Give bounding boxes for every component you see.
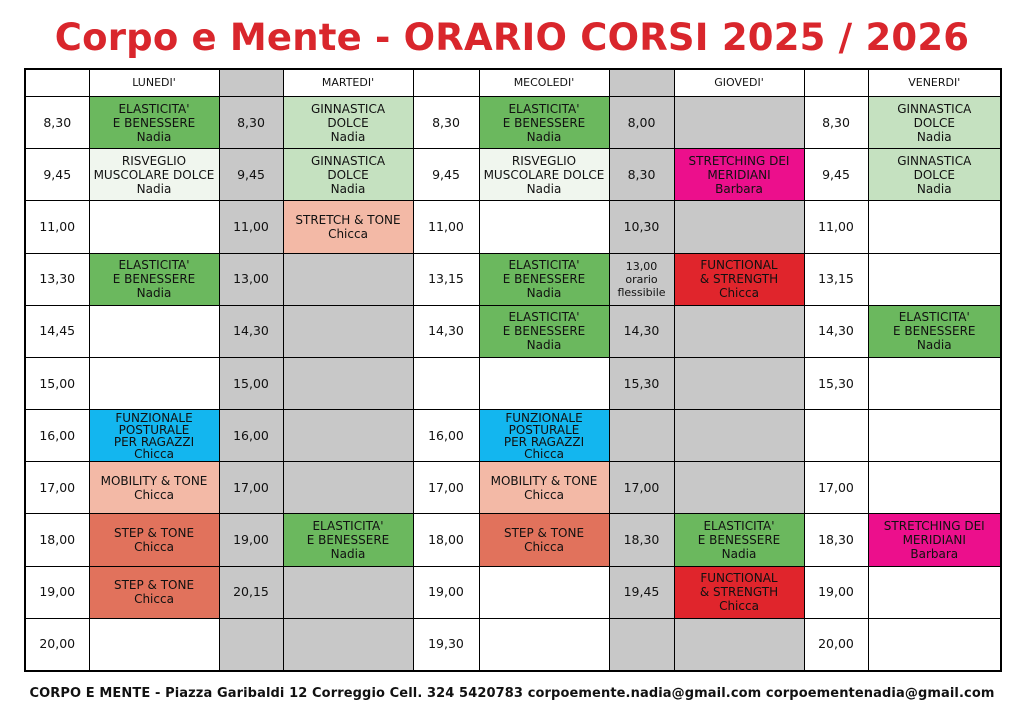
time-label: 15,30 — [623, 375, 660, 391]
class-title: STEP & TONE — [113, 578, 195, 593]
time-cell — [219, 253, 283, 305]
footer-contact: CORPO E MENTE - Piazza Garibaldi 12 Correggio Cell. 324 5420783 corpoemente.nadia@gmail.com corpoementenadia@gmail.com — [29, 686, 995, 701]
class-title: ELASTICITA' — [118, 101, 190, 116]
time-label: 8,30 — [627, 166, 656, 182]
time-cell — [413, 566, 479, 618]
class-title: PER RAGAZZI — [113, 434, 195, 449]
time-cell — [413, 201, 479, 253]
instructor-name: Chicca — [328, 227, 368, 241]
time-label: 9,45 — [822, 166, 850, 182]
class-title: ELASTICITA' — [703, 519, 775, 534]
class-cell — [674, 253, 804, 305]
class-cell — [89, 149, 219, 201]
time-label: 11,00 — [428, 219, 464, 234]
class-cell — [89, 618, 219, 671]
class-title: MUSCOLARE DOLCE — [483, 167, 605, 182]
class-cell — [674, 618, 804, 671]
class-cell — [868, 462, 1001, 514]
time-header-cell — [804, 69, 868, 97]
class-cell — [89, 357, 219, 409]
class-title: ELASTICITA' — [312, 519, 384, 534]
time-label: 17,00 — [818, 479, 854, 495]
instructor-name: Nadia — [916, 338, 952, 353]
time-cell — [804, 149, 868, 201]
time-cell — [413, 410, 479, 462]
time-label: 20,00 — [818, 636, 854, 652]
time-label: 15,30 — [818, 375, 854, 391]
class-cell — [479, 514, 609, 566]
time-label: 8,30 — [43, 114, 72, 130]
class-title: POSTURALE — [508, 422, 580, 437]
class-title: E BENESSERE — [502, 115, 586, 130]
class-cell — [479, 566, 609, 618]
time-label: 16,00 — [428, 427, 464, 443]
time-label: 14,30 — [428, 323, 464, 339]
instructor-name: Chicca — [524, 446, 564, 461]
class-cell — [674, 514, 804, 566]
time-cell — [25, 410, 89, 462]
class-cell — [283, 253, 413, 305]
time-cell — [804, 514, 868, 566]
class-cell — [283, 201, 413, 253]
time-label: 9,45 — [237, 166, 265, 182]
time-label: 15,00 — [233, 375, 269, 391]
class-cell — [479, 201, 609, 253]
time-cell — [804, 253, 868, 305]
time-cell — [609, 618, 674, 671]
class-title: STRETCH & TONE — [295, 213, 401, 227]
class-cell — [674, 566, 804, 618]
class-title: ELASTICITA' — [898, 310, 970, 325]
time-header-cell — [25, 69, 89, 97]
class-title: GINNASTICA — [310, 101, 386, 116]
time-label: 18,00 — [428, 532, 464, 548]
time-label: 14,30 — [233, 323, 269, 339]
time-label: 20,15 — [233, 584, 269, 600]
class-title: E BENESSERE — [306, 533, 390, 548]
class-title: FUNZIONALE — [505, 410, 583, 425]
time-cell — [804, 618, 868, 671]
time-label: 13,15 — [818, 271, 854, 287]
time-label: 15,00 — [39, 375, 76, 391]
class-cell — [89, 410, 219, 462]
class-title: DOLCE — [913, 115, 955, 130]
time-label: 11,00 — [818, 219, 854, 234]
time-label: 16,00 — [233, 427, 269, 443]
instructor-name: Nadia — [526, 181, 562, 196]
class-title: MERIDIANI — [707, 167, 771, 182]
time-label: 13,00 — [625, 259, 658, 273]
time-label: 17,00 — [39, 479, 76, 495]
instructor-name: Chicca — [524, 487, 564, 502]
class-cell — [479, 462, 609, 514]
class-title: ELASTICITA' — [118, 258, 190, 273]
time-cell — [219, 514, 283, 566]
time-cell — [609, 149, 674, 201]
instructor-name: Chicca — [134, 446, 174, 461]
time-cell — [609, 305, 674, 357]
time-label: 8,00 — [627, 114, 656, 130]
class-cell — [479, 618, 609, 671]
schedule-row — [25, 514, 1001, 566]
instructor-name: Chicca — [134, 592, 174, 607]
time-header-cell — [219, 69, 283, 97]
class-title: E BENESSERE — [502, 272, 586, 287]
time-cell — [413, 357, 479, 409]
schedule-row — [25, 357, 1001, 409]
schedule-row — [25, 253, 1001, 305]
time-cell — [609, 566, 674, 618]
class-title: ELASTICITA' — [508, 258, 580, 273]
time-cell — [413, 149, 479, 201]
time-label: 11,00 — [233, 219, 269, 234]
time-cell — [413, 253, 479, 305]
time-cell — [219, 149, 283, 201]
class-title: DOLCE — [327, 115, 369, 130]
instructor-name: Nadia — [526, 338, 562, 353]
instructor-name: Chicca — [134, 487, 174, 502]
class-title: & STRENGTH — [699, 585, 779, 600]
time-cell — [413, 305, 479, 357]
class-cell — [283, 97, 413, 149]
time-cell — [219, 97, 283, 149]
instructor-name: Nadia — [526, 129, 562, 144]
time-cell — [25, 566, 89, 618]
time-label: 8,30 — [822, 114, 850, 130]
time-cell — [804, 201, 868, 253]
class-title: ELASTICITA' — [508, 310, 580, 325]
class-cell — [89, 566, 219, 618]
time-cell — [609, 462, 674, 514]
class-title: FUNCTIONAL — [700, 258, 778, 273]
schedule-row — [25, 410, 1001, 462]
class-cell — [89, 514, 219, 566]
time-label: 18,30 — [818, 532, 854, 548]
time-label: 20,00 — [39, 636, 76, 652]
class-cell — [89, 462, 219, 514]
time-cell — [219, 410, 283, 462]
instructor-name: Nadia — [330, 129, 366, 144]
time-cell — [219, 201, 283, 253]
class-cell — [479, 149, 609, 201]
class-cell — [868, 410, 1001, 462]
class-cell — [868, 149, 1001, 201]
class-cell — [283, 462, 413, 514]
class-title: PER RAGAZZI — [503, 434, 585, 449]
class-title: MOBILITY & TONE — [490, 473, 598, 488]
time-label: 19,45 — [623, 584, 660, 600]
time-cell — [219, 566, 283, 618]
class-title: GINNASTICA — [897, 153, 972, 168]
schedule-row — [25, 462, 1001, 514]
time-cell — [609, 201, 674, 253]
time-cell — [413, 97, 479, 149]
class-cell — [479, 305, 609, 357]
class-title: RISVEGLIO — [511, 153, 577, 168]
time-cell — [25, 305, 89, 357]
time-label: 13,15 — [428, 271, 464, 287]
instructor-name: Nadia — [136, 181, 172, 196]
class-cell — [868, 357, 1001, 409]
time-cell — [804, 462, 868, 514]
class-title: DOLCE — [913, 167, 955, 182]
time-label: 8,30 — [237, 114, 265, 130]
instructor-name: Nadia — [330, 181, 366, 196]
class-cell — [674, 462, 804, 514]
time-cell — [25, 357, 89, 409]
class-cell — [89, 253, 219, 305]
time-label: 17,00 — [623, 479, 660, 495]
time-label: 10,30 — [623, 219, 660, 234]
class-title: STEP & TONE — [113, 526, 195, 541]
time-cell — [804, 357, 868, 409]
time-cell — [219, 357, 283, 409]
instructor-name: Chicca — [524, 540, 564, 555]
schedule-row — [25, 149, 1001, 201]
time-cell — [413, 462, 479, 514]
instructor-name: Nadia — [721, 547, 757, 562]
time-cell — [804, 305, 868, 357]
schedule-table — [24, 68, 1002, 672]
day-header: MECOLEDI' — [479, 69, 609, 97]
header-row — [25, 69, 1001, 97]
time-header-cell — [413, 69, 479, 97]
class-title: STEP & TONE — [503, 526, 585, 541]
instructor-name: Nadia — [916, 181, 952, 196]
time-cell — [25, 97, 89, 149]
time-label: 18,30 — [623, 532, 660, 548]
class-cell — [479, 357, 609, 409]
class-title: DOLCE — [327, 167, 369, 182]
class-cell — [283, 149, 413, 201]
time-label: 11,00 — [39, 219, 76, 234]
class-title: POSTURALE — [118, 422, 190, 437]
class-cell — [868, 253, 1001, 305]
class-cell — [283, 514, 413, 566]
class-cell — [89, 201, 219, 253]
time-label: 9,45 — [432, 166, 460, 182]
time-cell — [609, 97, 674, 149]
class-title: E BENESSERE — [697, 533, 781, 548]
time-cell — [219, 462, 283, 514]
class-cell — [868, 97, 1001, 149]
class-title: RISVEGLIO — [121, 153, 187, 168]
class-cell — [89, 305, 219, 357]
schedule-row — [25, 566, 1001, 618]
time-label: 13,00 — [233, 271, 269, 287]
day-header: VENERDI' — [868, 69, 1001, 97]
time-cell — [609, 514, 674, 566]
schedule-row — [25, 201, 1001, 253]
class-cell — [868, 305, 1001, 357]
class-cell — [479, 253, 609, 305]
instructor-name: Chicca — [719, 599, 759, 614]
instructor-name: Nadia — [526, 286, 562, 301]
time-cell — [609, 253, 674, 305]
time-cell — [219, 618, 283, 671]
instructor-name: Barbara — [715, 181, 763, 196]
time-cell — [25, 149, 89, 201]
class-cell — [674, 410, 804, 462]
page-title: Corpo e Mente - ORARIO CORSI 2025 / 2026 — [54, 16, 970, 59]
schedule-body — [25, 69, 1001, 671]
instructor-name: Nadia — [136, 129, 172, 144]
class-title: MERIDIANI — [902, 533, 966, 548]
class-cell — [283, 305, 413, 357]
class-cell — [674, 201, 804, 253]
schedule-row — [25, 305, 1001, 357]
class-cell — [283, 410, 413, 462]
time-label: 19,00 — [818, 584, 854, 600]
class-cell — [283, 618, 413, 671]
time-label: 19,00 — [233, 532, 269, 548]
time-label: 18,00 — [39, 532, 76, 548]
class-title: STRETCHING DEI — [883, 519, 985, 534]
class-title: MUSCOLARE DOLCE — [93, 167, 215, 182]
class-title: MOBILITY & TONE — [100, 473, 208, 488]
class-cell — [674, 97, 804, 149]
class-cell — [479, 97, 609, 149]
class-title: E BENESSERE — [112, 115, 196, 130]
time-cell — [609, 357, 674, 409]
class-cell — [283, 566, 413, 618]
time-header-cell — [609, 69, 674, 97]
class-title: GINNASTICA — [897, 101, 972, 116]
time-cell — [25, 514, 89, 566]
class-cell — [868, 566, 1001, 618]
instructor-name: Chicca — [134, 540, 174, 555]
class-title: & STRENGTH — [699, 272, 779, 287]
instructor-name: Nadia — [136, 286, 172, 301]
time-label: 17,00 — [233, 479, 269, 495]
class-cell — [868, 201, 1001, 253]
time-label: 16,00 — [39, 427, 76, 443]
schedule-row — [25, 618, 1001, 671]
time-label: 9,45 — [43, 166, 72, 182]
time-label: 17,00 — [428, 479, 464, 495]
day-header: MARTEDI' — [283, 69, 413, 97]
class-cell — [479, 410, 609, 462]
class-title: ELASTICITA' — [508, 101, 580, 116]
time-cell — [25, 253, 89, 305]
time-label: 14,45 — [39, 323, 76, 339]
time-label: 19,00 — [428, 584, 464, 600]
time-cell — [25, 201, 89, 253]
class-title: E BENESSERE — [892, 324, 976, 339]
time-cell — [804, 566, 868, 618]
class-title: STRETCHING DEI — [688, 153, 790, 168]
class-cell — [283, 357, 413, 409]
class-cell — [674, 149, 804, 201]
time-label: 8,30 — [432, 114, 460, 130]
time-note: flessibile — [617, 285, 666, 299]
class-title: GINNASTICA — [310, 153, 386, 168]
day-header: LUNEDI' — [89, 69, 219, 97]
class-cell — [674, 357, 804, 409]
time-cell — [804, 410, 868, 462]
time-label: 14,30 — [623, 323, 660, 339]
instructor-name: Nadia — [330, 547, 366, 562]
class-title: FUNCTIONAL — [700, 571, 778, 586]
time-cell — [804, 97, 868, 149]
time-cell — [219, 305, 283, 357]
time-cell — [25, 462, 89, 514]
class-cell — [89, 97, 219, 149]
time-cell — [413, 618, 479, 671]
instructor-name: Barbara — [910, 547, 959, 562]
time-label: 13,30 — [39, 271, 76, 287]
instructor-name: Chicca — [719, 286, 759, 301]
instructor-name: Nadia — [916, 129, 952, 144]
time-cell — [413, 514, 479, 566]
class-title: E BENESSERE — [502, 324, 586, 339]
time-note: orario — [625, 272, 658, 286]
class-title: E BENESSERE — [112, 272, 196, 287]
day-header: GIOVEDI' — [674, 69, 804, 97]
time-cell — [25, 618, 89, 671]
time-label: 14,30 — [818, 323, 854, 339]
class-cell — [674, 305, 804, 357]
time-label: 19,00 — [39, 584, 76, 600]
schedule-row — [25, 97, 1001, 149]
class-cell — [868, 514, 1001, 566]
time-cell — [609, 410, 674, 462]
time-label: 19,30 — [428, 636, 464, 652]
class-cell — [868, 618, 1001, 671]
class-title: FUNZIONALE — [115, 410, 193, 425]
